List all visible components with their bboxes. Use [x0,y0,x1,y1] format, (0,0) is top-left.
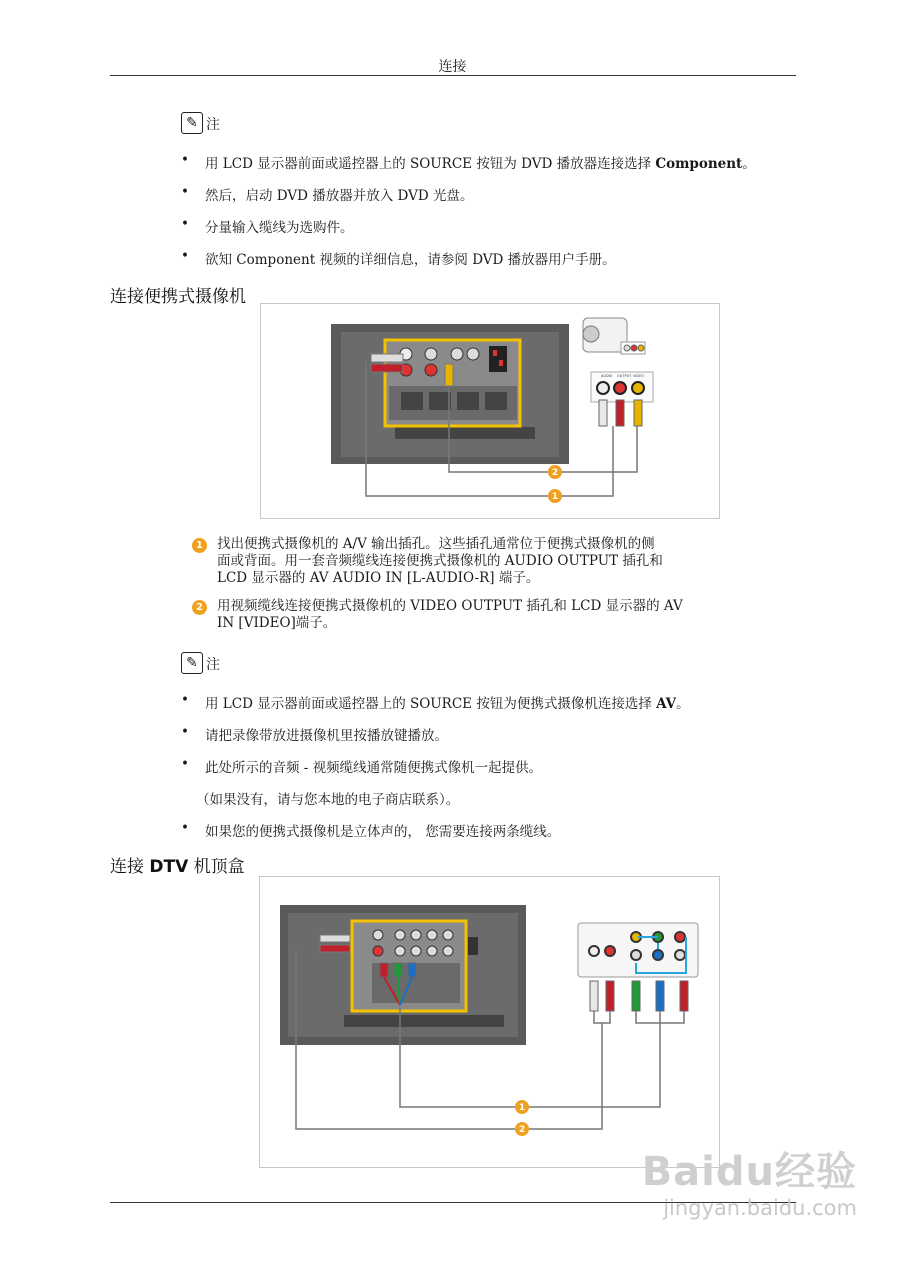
watermark-brand: Baidu经验 [641,1149,857,1195]
dtv-diagram [259,876,720,1168]
list-item-text: 然后，启动 DVD 播放器并放入 DVD 光盘。 [205,188,474,204]
watermark-url: jingyan.baidu.com [663,1196,857,1220]
step-line: 用视频缆线连接便携式摄像机的 VIDEO OUTPUT 插孔和 LCD 显示器的 AV [217,598,683,614]
audio-label: AUDIO [601,374,613,378]
note-heading [181,112,220,134]
list-item-text: 请把录像带放进摄像机里按播放键播放。 [205,728,448,744]
note-pencil-icon: ✎ [181,112,203,134]
section-heading-dtv [110,852,245,877]
step-number-badge: 2 [192,600,207,615]
step-line: IN [VIDEO]端子。 [217,615,337,631]
note-label: 注 [206,117,220,133]
heading-part: 连接 [110,857,150,877]
monitor-stand-slot [395,427,535,439]
heading-bold: DTV [149,857,189,877]
badge-2: 2 [551,468,559,478]
list-item-tail: 。 [742,156,756,172]
badge-1: 1 [518,1103,526,1113]
badge-1: 1 [551,492,559,502]
list-item-text: 欲知 Component 视频的详细信息，请参阅 DVD 播放器用户手册。 [205,252,616,268]
section-heading-camcorder: 连接便携式摄像机 [110,287,246,307]
list-item-text: 分量输入缆线为选购件。 [205,220,354,236]
note-heading [181,652,220,674]
dtv-diagram-svg [260,877,719,1167]
step-number-badge: 1 [192,538,207,553]
list-item-text: 用 LCD 显示器前面或遥控器上的 SOURCE 按钮为便携式摄像机连接选择 [205,696,657,712]
note-pencil-icon: ✎ [181,652,203,674]
video-label: VIDEO [633,374,645,378]
camcorder-diagram [260,303,720,519]
header-rule [110,75,796,76]
badge-2: 2 [518,1125,526,1135]
step-line: 面或背面。用一套音频缆线连接便携式摄像机的 AUDIO OUTPUT 插孔和 [217,553,663,569]
list-item-text: 用 LCD 显示器前面或遥控器上的 SOURCE 按钮为 DVD 播放器连接选择 [205,156,656,172]
list-item-text: 此处所示的音频 - 视频缆线通常随便携式像机一起提供。 [205,760,543,776]
note-label: 注 [206,657,220,673]
monitor-stand-slot [344,1015,504,1027]
camcorder-diagram-svg [261,304,719,518]
list-item-bold: AV [656,696,677,712]
continuation-text: （如果没有，请与您本地的电子商店联系）。 [196,792,460,808]
step-line: 找出便携式摄像机的 A/V 输出插孔。这些插孔通常位于便携式摄像机的侧 [217,536,655,552]
heading-part: 机顶盒 [188,857,245,877]
list-item-text: 如果您的便携式摄像机是立体声的， 您需要连接两条缆线。 [205,824,561,840]
list-item-bold: Component [655,156,743,172]
list-item-tail: 。 [676,696,690,712]
step-line: LCD 显示器的 AV AUDIO IN [L-AUDIO-R] 端子。 [217,570,540,586]
output-label: OUTPUT [617,374,632,378]
page-header-title: 连接 [438,59,467,75]
